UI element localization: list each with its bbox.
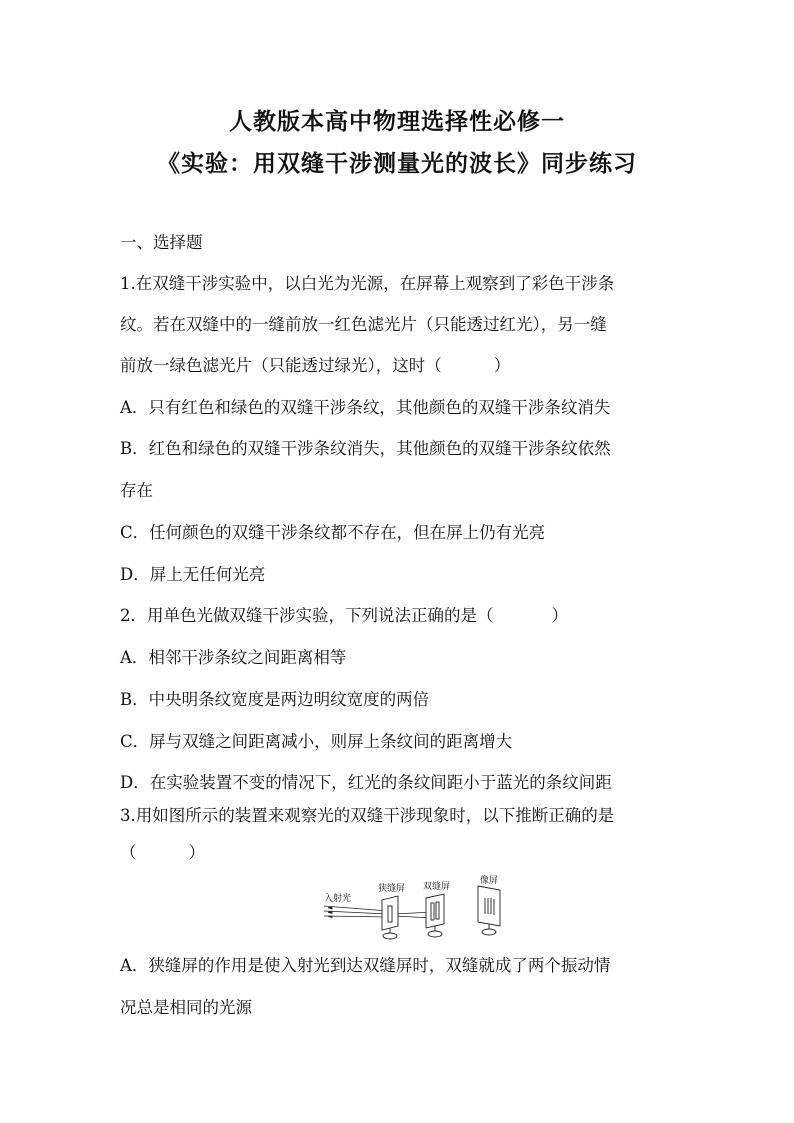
- q2-answer-paren-close: ）: [551, 606, 568, 625]
- label-single-slit: 狭缝屏: [378, 884, 406, 894]
- title-line-2: 《实验：用双缝干涉测量光的波长》同步练习: [157, 150, 637, 177]
- q1-stem-text: 前放一绿色滤光片（只能透过绿光），这时（: [120, 356, 442, 375]
- q3-option-a-line-2: 况总是相同的光源: [120, 998, 252, 1017]
- q1-option-b-line-1: B．红色和绿色的双缝干涉条纹消失，其他颜色的双缝干涉条纹依然: [120, 439, 611, 458]
- q3-stem-line-2: [120, 842, 690, 864]
- label-screen: 像屏: [480, 876, 499, 886]
- label-incident-light: 入射光: [324, 894, 352, 904]
- title-line-1: 人教版本高中物理选择性必修一: [229, 108, 565, 135]
- q1-stem-line-2: 纹。若在双缝中的一缝前放一红色滤光片（只能透过红光），另一缝: [120, 315, 607, 334]
- incident-light-rays: [324, 906, 434, 918]
- q3-option-a-line-1: A．狭缝屏的作用是使入射光到达双缝屏时，双缝就成了两个振动情: [120, 956, 611, 975]
- q3-answer-paren-open: （: [120, 843, 137, 862]
- q2-option-b: B．中央明条纹宽度是两边明纹宽度的两倍: [120, 690, 430, 709]
- q3-answer-paren-close: ）: [188, 843, 205, 862]
- q2-stem: [120, 605, 690, 627]
- q2-option-c: C．屏与双缝之间距离减小，则屏上条纹间的距离增大: [120, 732, 513, 751]
- q1-stem-line-1: 1.在双缝干涉实验中，以白光为光源，在屏幕上观察到了彩色干涉条: [120, 274, 615, 293]
- q3-stem-line-1: 3.用如图所示的装置来观察光的双缝干涉现象时，以下推断正确的是: [120, 806, 615, 825]
- single-slit-screen: [382, 896, 398, 939]
- q1-stem-line-3: [120, 355, 690, 377]
- q1-option-a: A．只有红色和绿色的双缝干涉条纹，其他颜色的双缝干涉条纹消失: [120, 398, 611, 417]
- q2-option-a: A．相邻干涉条纹之间距离相等: [120, 648, 347, 667]
- double-slit-apparatus-figure: [322, 872, 512, 946]
- q2-option-d: D．在实验装置不变的情况下，红光的条纹间距小于蓝光的条纹间距: [120, 773, 612, 792]
- double-slit-screen: [426, 894, 444, 937]
- image-screen: [478, 886, 500, 935]
- q1-option-b-line-2: 存在: [120, 481, 153, 500]
- q1-answer-paren-close: ）: [493, 356, 511, 375]
- label-double-slit: 双缝屏: [423, 882, 451, 892]
- section-heading: 一、选择题: [120, 233, 203, 252]
- q1-option-d: D．屏上无任何光亮: [120, 565, 266, 584]
- q1-option-c: C．任何颜色的双缝干涉条纹都不存在，但在屏上仍有光亮: [120, 523, 546, 542]
- q2-stem-text: 2．用单色光做双缝干涉实验，下列说法正确的是（: [120, 606, 494, 625]
